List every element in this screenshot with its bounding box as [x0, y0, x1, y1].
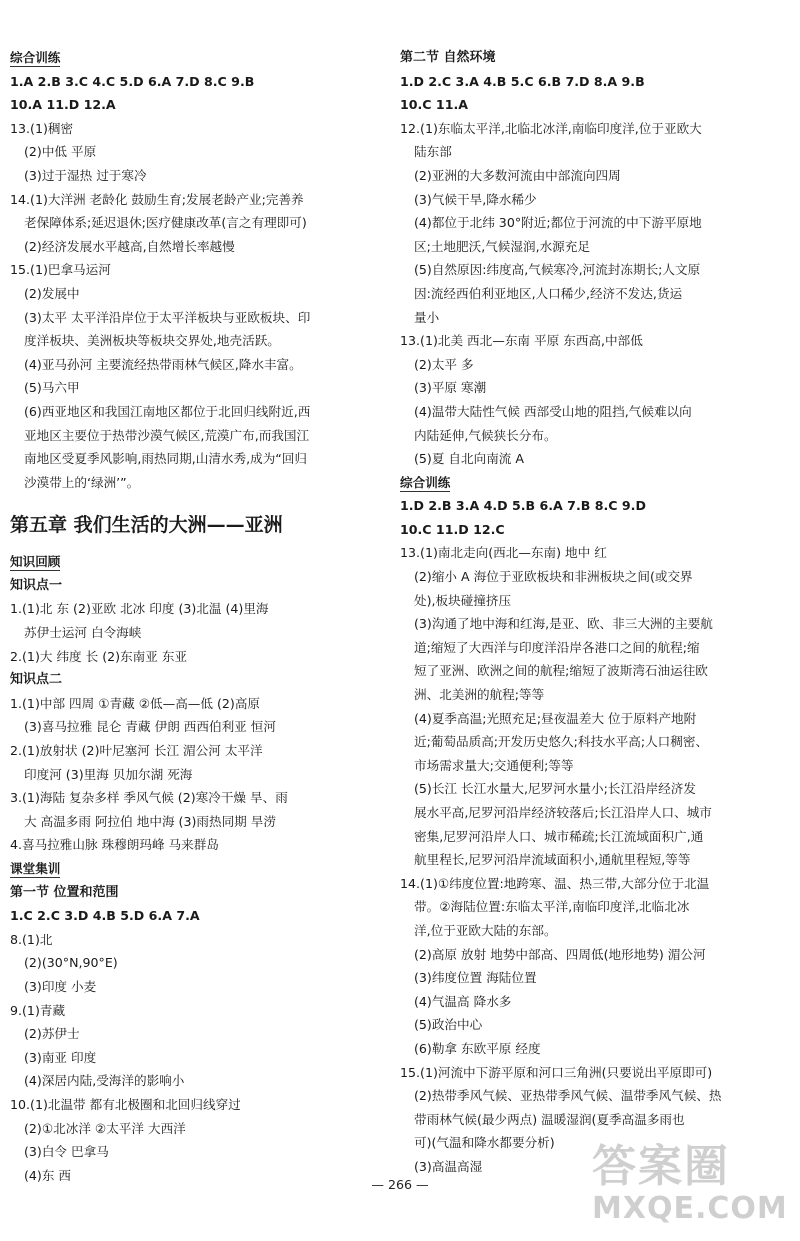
answer-line: 15.(1)巴拿马运河 [10, 262, 111, 278]
answer-line: (2)太平 多 [414, 356, 474, 372]
answer-row: 1.D 2.C 3.A 4.B 5.C 6.B 7.D 8.A 9.B [400, 73, 645, 89]
answer-line: 14.(1)大洋洲 老龄化 鼓励生育;发展老龄产业;完善养 [10, 191, 304, 207]
answer-line: (2)热带季风气候、亚热带季风气候、温带季风气候、热 [414, 1088, 722, 1104]
answer-line: (4)气温高 降水多 [414, 993, 512, 1009]
answer-line: (4)深居内陆,受海洋的影响小 [24, 1073, 185, 1089]
answer-line: 展水平高,尼罗河沿岸经济较落后;长江沿岸人口、城市 [414, 805, 712, 820]
answer-line: (6)西亚地区和我国江南地区都位于北回归线附近,西 [24, 403, 311, 419]
section-label: 综合训练 [10, 50, 61, 65]
answer-line: (4)温带大陆性气候 西部受山地的阻挡,气候难以向 [414, 403, 692, 419]
answer-row: 1.D 2.B 3.A 4.D 5.B 6.A 7.B 8.C 9.D [400, 498, 646, 514]
answer-line: 近;葡萄品质高;开发历史悠久;科技水平高;人口稠密、 [414, 734, 709, 750]
answer-line: (2)缩小 A 海位于亚欧板块和非洲板块之间(或交界 [414, 569, 693, 585]
answer-line: (2)(30°N,90°E) [24, 955, 118, 971]
answer-line: 带。②海陆位置:东临太平洋,南临印度洋,北临北冰 [414, 899, 690, 915]
answer-row: 10.C 11.D 12.C [400, 521, 505, 537]
answer-line: (2)经济发展水平越高,自然增长率越慢 [24, 238, 235, 254]
answer-line: 15.(1)河流中下游平原和河口三角洲(只要说出平原即可) [400, 1064, 713, 1080]
answer-line: (3)气候干旱,降水稀少 [414, 191, 537, 207]
answer-line: 1.(1)中部 四周 ①青藏 ②低—高—低 (2)高原 [10, 695, 261, 711]
answer-line: (5)夏 自北向南流 A [414, 451, 525, 467]
section-heading: 知识点二 [10, 672, 63, 688]
answer-line: 因:流经西伯利亚地区,人口稀少,经济不发达,货运 [414, 285, 683, 301]
answer-line: 8.(1)北 [10, 931, 53, 947]
answer-line: 洋,位于亚欧大陆的东部。 [414, 922, 557, 938]
answer-line: 4.喜马拉雅山脉 珠穆朗玛峰 马来群岛 [10, 837, 219, 853]
answer-line: (2)亚洲的大多数河流由中部流向四周 [414, 167, 621, 183]
answer-line: 道;缩短了大西洋与印度洋沿岸各港口之间的航程;缩 [414, 639, 700, 655]
answer-row: 10.C 11.A [400, 97, 468, 113]
answer-line: 密集,尼罗河沿岸人口、城市稀疏;长江流域面积广,通 [414, 828, 704, 844]
answer-row: 1.C 2.C 3.D 4.B 5.D 6.A 7.A [10, 908, 200, 924]
answer-line: (4)亚马孙河 主要流经热带雨林气候区,降水丰富。 [24, 356, 302, 372]
answer-line: 陆东部 [414, 144, 452, 160]
answer-line: 沙漠带上的‘绿洲’”。 [24, 474, 140, 490]
answer-line: 12.(1)东临太平洋,北临北冰洋,南临印度洋,位于亚欧大 [400, 120, 702, 136]
answer-line: 量小 [414, 309, 440, 325]
answer-line: 老保障体系;延迟退休;医疗健康改革(言之有理即可) [24, 215, 307, 231]
section-heading: 第二节 自然环境 [400, 50, 496, 65]
answer-line: 度洋板块、美洲板块等板块交界处,地壳活跃。 [24, 333, 280, 349]
answer-line: 带雨林气候(最少两点) 温暖湿润(夏季高温多雨也 [414, 1111, 685, 1127]
section-label: 综合训练 [400, 474, 451, 490]
answer-line: 市场需求量大;交通便利;等等 [414, 757, 574, 773]
answer-line: 14.(1)①纬度位置:地跨寒、温、热三带,大部分位于北温 [400, 875, 710, 891]
answer-line: (3)高温高湿 [414, 1158, 483, 1174]
answer-line: 13.(1)稠密 [10, 120, 74, 136]
chapter-title: 第五章 我们生活的大洲——亚洲 [10, 514, 283, 537]
answer-line: (3)印度 小麦 [24, 978, 97, 994]
answer-line: 洲、北美洲的航程;等等 [414, 687, 545, 703]
answer-line: 亚地区主要位于热带沙漠气候区,荒漠广布,而我国江 [24, 427, 310, 443]
answer-line: (3)太平 太平洋沿岸位于太平洋板块与亚欧板块、印 [24, 309, 311, 325]
section-heading: 知识点一 [10, 577, 63, 593]
answer-line: (4)都位于北纬 30°附近;都位于河流的中下游平原地 [414, 215, 702, 231]
answer-line: 13.(1)南北走向(西北—东南) 地中 红 [400, 545, 607, 561]
answer-line: (2)苏伊士 [24, 1026, 80, 1042]
answer-line: (3)南亚 印度 [24, 1049, 97, 1065]
answer-line: (5)自然原因:纬度高,气候寒冷,河流封冻期长;人文原 [414, 262, 701, 278]
answer-line: (2)①北冰洋 ②太平洋 大西洋 [24, 1120, 186, 1136]
answer-line: 区;土地肥沃,气候湿润,水源充足 [414, 238, 590, 254]
section-label: 课堂集训 [10, 861, 61, 876]
answer-line: 3.(1)海陆 复杂多样 季风气候 (2)寒冷干燥 旱、雨 [10, 790, 288, 806]
answer-line: (6)勒拿 东欧平原 经度 [414, 1040, 541, 1056]
answer-line: 9.(1)青藏 [10, 1002, 66, 1018]
section-label: 知识回顾 [10, 554, 61, 570]
answer-line: (4)东 西 [24, 1167, 72, 1183]
right-column [400, 46, 770, 1179]
answer-line: 2.(1)放射状 (2)叶尼塞河 长江 湄公河 太平洋 [10, 743, 263, 759]
answer-line: 可)(气温和降水都要分析) [414, 1135, 555, 1151]
answer-line: 短了亚洲、欧洲之间的航程;缩短了波斯湾石油运往欧 [414, 663, 708, 679]
answer-row: 1.A 2.B 3.C 4.C 5.D 6.A 7.D 8.C 9.B [10, 73, 255, 89]
answer-line: 印度河 (3)里海 贝加尔湖 死海 [24, 766, 193, 782]
answer-line: (3)沟通了地中海和红海,是亚、欧、非三大洲的主要航 [414, 616, 713, 632]
answer-line: 苏伊士运河 白令海峡 [24, 625, 142, 641]
answer-line: (5)马六甲 [24, 380, 80, 396]
answer-line: (2)发展中 [24, 285, 80, 301]
answer-line: 1.(1)北 东 (2)亚欧 北冰 印度 (3)北温 (4)里海 [10, 601, 269, 617]
answer-line: (3)喜马拉雅 昆仑 青藏 伊朗 西西伯利亚 恒河 [24, 719, 276, 735]
answer-line: (4)夏季高温;光照充足;昼夜温差大 位于原料产地附 [414, 710, 697, 726]
section-heading: 第一节 位置和范围 [10, 884, 119, 900]
answer-row: 10.A 11.D 12.A [10, 97, 116, 113]
answer-line: (3)过于湿热 过于寒冷 [24, 167, 147, 183]
answer-line: (5)长江 长江水量大,尼罗河水量小;长江沿岸经济发 [414, 781, 696, 797]
answer-line: (2)高原 放射 地势中部高、四周低(地形地势) 湄公河 [414, 946, 706, 962]
page-number: — 266 — [371, 1177, 429, 1192]
answer-line: 内陆延伸,气候狭长分布。 [414, 427, 557, 443]
answer-line: (3)纬度位置 海陆位置 [414, 970, 537, 986]
answer-line: 2.(1)大 纬度 长 (2)东南亚 东亚 [10, 648, 188, 664]
answer-line: 处),板块碰撞挤压 [414, 592, 512, 608]
answer-line: 10.(1)北温带 都有北极圈和北回归线穿过 [10, 1096, 241, 1112]
left-column [10, 46, 380, 1187]
answer-line: (5)政治中心 [414, 1017, 483, 1033]
answer-line: 大 高温多雨 阿拉伯 地中海 (3)雨热同期 旱涝 [24, 813, 276, 829]
answer-line: (3)白令 巴拿马 [24, 1144, 109, 1160]
answer-line: (2)中低 平原 [24, 144, 97, 160]
answer-line: (3)平原 寒潮 [414, 380, 487, 396]
answer-line: 南地区受夏季风影响,雨热同期,山清水秀,成为“回归 [24, 451, 308, 467]
answer-line: 13.(1)北美 西北—东南 平原 东西高,中部低 [400, 333, 643, 349]
answer-line: 航里程长,尼罗河沿岸流域面积小,通航里程短,等等 [414, 852, 691, 868]
watermark-logo: 答案圈 MXQE.COM [592, 1141, 788, 1226]
